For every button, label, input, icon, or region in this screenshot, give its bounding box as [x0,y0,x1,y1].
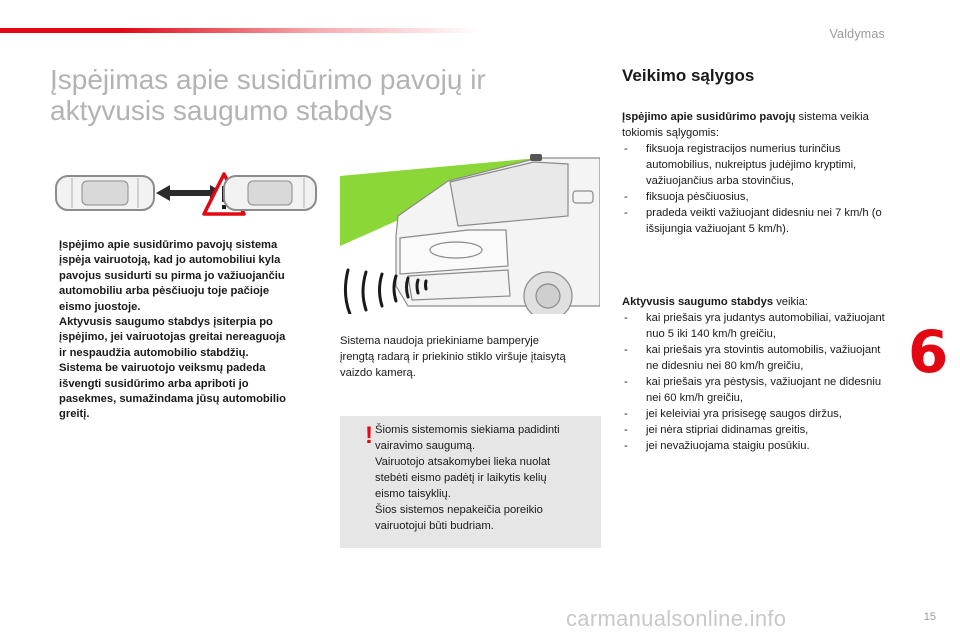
watermark-text: carmanualsonline.info [566,606,787,631]
list-item: - fiksuoja registracijos numerius turinčius automobilius, nukreiptus judėjimo kryptimi, važiuojančius arba stovinčius, [622,141,892,189]
page-title: Įspėjimas apie susidūrimo pavojų ir aktyvusis saugumo stabdys [50,64,486,126]
active-braking-lead: Aktyvusis saugumo stabdys [622,296,774,308]
rear-car-icon [56,176,154,210]
section-name: Valdymas [829,27,885,41]
list-item: - jei nevažiuojama staigiu posūkiu. [622,438,892,454]
system-equipment-text: Sistema naudoja priekiniame bamperyje įrengtą radarą ir priekinio stiklo viršuje įtaisytą vaizdo kamerą. [340,335,566,379]
collision-warning-conditions [622,109,892,237]
active-braking-lead-rest: veikia: [773,296,808,308]
system-description: Įspėjimo apie susidūrimo pavojų sistema įspėja vairuotoją, kad jo automobiliui kyla pavojus susidurti su pirma jo važiuojančiu automobiliu arba pėsčiuoju toje pačioje eismo juostoje. Aktyvusis saugumo stabdys įsiterpia po įspėjimo, jei vairuotojas greitai nereaguoja ir nespaudžia automobilio stabdžių. Sistema be vairuotojo veiksmų padeda išvengti susidūrimo arba apriboti jo pasekmes, sumažindama jūsų automobilio greitį. [59,239,286,421]
collision-warning-lead-rest: sistema veikia tokiomis sąlygomis: [622,111,869,139]
camera-sensor-icon [530,154,542,161]
collision-warning-lead: Įspėjimo apie susidūrimo pavojų [622,111,796,123]
list-item: - kai priešais yra stovintis automobilis, važiuojant ne didesniu nei 80 km/h greičiu, [622,342,892,374]
collision-warning-illustration [52,168,320,218]
list-item: - fiksuoja pėsčiuosius, [622,189,892,205]
list-item: - jei keleiviai yra prisisegę saugos diržus, [622,406,892,422]
list-item: - kai priešais yra judantys automobiliai, važiuojant nuo 5 iki 140 km/h greičiu, [622,310,892,342]
warning-note-box [340,416,601,548]
list-item: - kai priešais yra pėstysis, važiuojant ne didesniu nei 60 km/h greičiu, [622,374,892,406]
van-radar-camera-illustration [338,146,600,314]
header-accent-bar [0,28,480,33]
exclamation-icon: ! [365,422,373,449]
page-number: 15 [923,611,936,623]
list-item: - pradeda veikti važiuojant didesniu nei 7 km/h (o išsijungia važiuojant 5 km/h). [622,205,892,237]
operating-conditions-heading: Veikimo sąlygos [622,66,755,85]
front-car-icon [224,176,316,210]
chapter-number: 6 [908,318,949,386]
list-item: - jei nėra stipriai didinamas greitis, [622,422,892,438]
active-braking-conditions [622,294,892,454]
warning-note-text: Šiomis sistemomis siekiama padidinti vairavimo saugumą. Vairuotojo atsakomybei lieka nuolat stebėti eismo padėtį ir laikytis kelių eismo taisyklių. Šios sistemos nepakeičia poreikio vairuotojui būti budriam. [375,424,560,532]
